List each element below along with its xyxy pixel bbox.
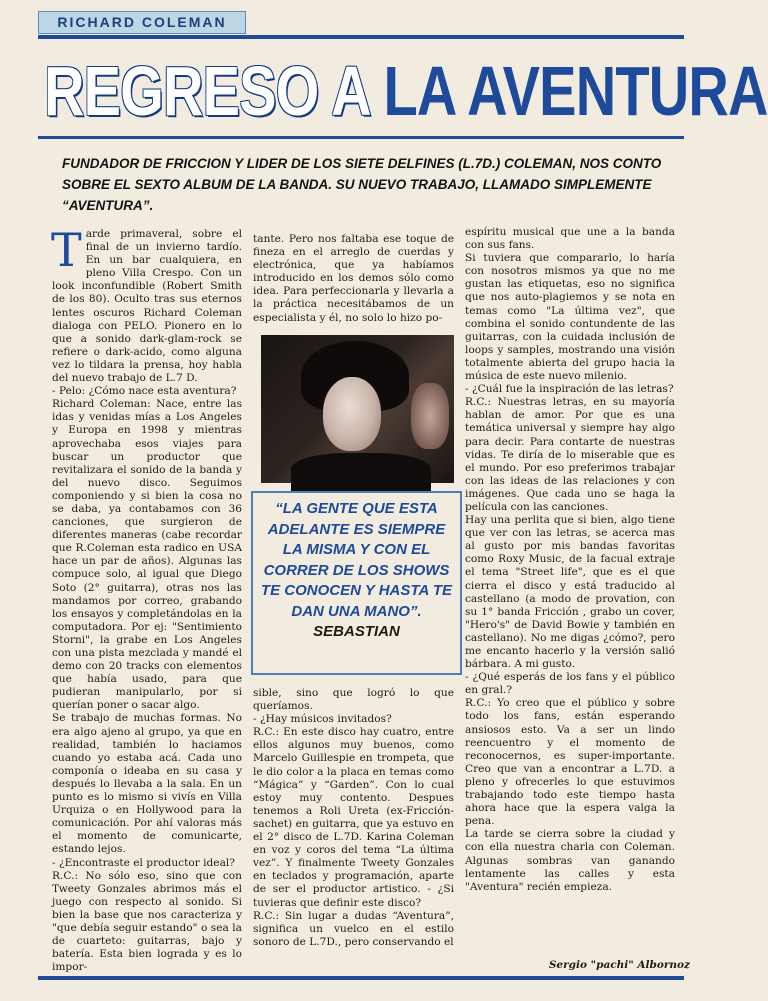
col1-paragraph: Se trabajo de muchas formas. No era algo ajeno al grupo, ya que en realidad, también lo haciamos cuando yo estaba acá. Cada uno componía o ideaba en su casa y después lo llevaba a la sala. En un punto es lo mismo si vivís en Villa Urquiza o en Hollywood para la comunicación. Por ahí valoras más el momento de comunicarte, estando lejos. (52, 712, 242, 856)
column-2-top (253, 233, 454, 324)
col2-paragraph: R.C.: Sin lugar a dudas “Aventura”, significa un vuelco en el estilo sonoro de L.7D., pero conservando el (253, 909, 454, 948)
photo-shirt (291, 453, 431, 493)
author-byline: Sergio "pachi" Albornoz (548, 959, 690, 971)
title-part-1: REGRESO A (44, 52, 384, 130)
col1-paragraph: - Pelo: ¿Cómo nace esta aventura? (52, 385, 237, 398)
portrait-photo (261, 335, 454, 483)
col2-paragraph: - ¿Hay músicos invitados? (253, 713, 392, 726)
photo-face (323, 377, 381, 451)
col1-paragraph: R.C.: No sólo eso, sino que con Tweety Gonzales abrimos más el juego con respecto al sonido. Si bien la base que nos caracteriza y "que debía seguir estando" o sea la de cuarteto: guitarras, bajo y batería. Esta bien lograda y es lo impor- (52, 869, 242, 974)
pull-quote-box (251, 491, 462, 675)
column-3 (465, 226, 675, 894)
column-1 (51, 223, 242, 974)
drop-cap: T (51, 223, 82, 277)
section-tag-label: RICHARD COLEMAN (57, 14, 227, 30)
top-rule (38, 35, 684, 39)
title-underline (38, 136, 684, 139)
lead-paragraph: FUNDADOR DE FRICCION Y LIDER DE LOS SIETE DELFINES (L.7D.) COLEMAN, NOS CONTO SOBRE EL SEXTO ALBUM DE LA BANDA. SU NUEVO TRABAJO, LLAMADO SIMPLEMENTE “AVENTURA”. (62, 156, 662, 213)
title-part-2: LA AVENTURA (383, 52, 768, 130)
pull-quote (257, 499, 456, 643)
col1-paragraph (51, 223, 242, 385)
col3-paragraph: R.C.: Nuestras letras, en su mayoría hablan de amor. Por que es una temática universal y siempre hay algo para decir. Para contarte de nuestras vidas. Te diría de lo miserable que es el mundo. Por eso preferimos trabajar con las ideas de las relaciones y con imágenes. Que cada uno se haga la película con las canciones. (465, 396, 675, 513)
col1-paragraph: - ¿Encontraste el productor ideal? (52, 856, 235, 869)
section-tag (38, 11, 246, 34)
col3-paragraph: La tarde se cierra sobre la ciudad y con ella nuestra charla con Coleman. Algunas sombras van ganando lentamente las calles y esta "Aventura" recién empieza. (465, 828, 675, 893)
article-title (44, 40, 768, 142)
col2-top-paragraph: tante. Pero nos faltaba ese toque de fineza en el arreglo de cuerdas y electrónica, que ya habíamos introducido en los demos sólo como idea. Para perfeccionarla y llevarla a la práctica necesitábamos de un especialista y él, no solo lo hizo po- (253, 233, 454, 324)
pull-quote-attribution: SEBASTIAN (313, 623, 400, 640)
col3-paragraph: - ¿Qué esperás de los fans y el público en gral.? (465, 671, 675, 697)
col2-paragraph: R.C.: En este disco hay cuatro, entre ellos algunos muy buenos, como Marcelo Guillespie en trompeta, que le dio color a la placa en temas como “Mágica” y “Garden”. Con lo cual estoy muy contento. Despues tenemos a Roli Ureta (ex-Fricción-sachet) en guitarra, que ya estuvo en el 2° disco de L.7D. Karina Coleman en voz y coros del tema “La última vez”. Y finalmente Tweety Gonzales en teclados y programación, aparte de ser el productor artistico. - ¿Si tuvieras que definir este disco? (253, 726, 454, 909)
col3-paragraph: espíritu musical que une a la banda con sus fans. (465, 226, 675, 252)
col3-paragraph: Hay una perlita que si bien, algo tiene que ver con las letras, se acerca mas al gusto por mis bandas favoritas como Roxy Music, de la facual extraje el tema "Street life", que es el que cierra el disco y está traducido al castellano (a modo de provation, con su 1° banda Fricción , grabo un cover, "Hero's" de David Bowie y también en castellano). No me digas ¿cómo?, pero me encanto hacerlo y la versión salió bárbara. A mi gusto. (465, 514, 675, 671)
col2-paragraph: sible, sino que logró lo que queríamos. (253, 687, 454, 713)
column-2-bottom (253, 687, 454, 949)
col3-paragraph: R.C.: Yo creo que el público y sobre todo los fans, están esperando ansiosos esto. Va a ser un lindo reencuentro y el momento de reconocernos, es super-importante. Creo que van a encontrar a L.7D. a pleno y ofrecerles lo que estuvimos trabajando todo este tiempo hasta ahora hace que la espera valga la pena. (465, 697, 675, 828)
col3-paragraph: - ¿Cuál fue la inspiración de las letras? (465, 383, 674, 396)
pull-quote-text: “LA GENTE QUE ESTA ADELANTE ES SIEMPRE LA MISMA Y CON EL CORRER DE LOS SHOWS TE CONOCEN Y HASTA TE DAN UNA MANO”. (260, 500, 453, 620)
col1-text: arde primaveral, sobre el final de un invierno tardío. En un bar cualquiera, en pleno Villa Crespo. Con un look inconfundible (Robert Smith de los 80). Oculto tras sus eternos lentes oscuros Richard Coleman dialoga con PELO. Pionero en lo que a sonido dark-glam-rock se refiere o dark-acido, como alguna vez lo tildara la prensa, hoy habla del nuevo trabajo de L.7 D. (52, 228, 242, 385)
bottom-rule (38, 976, 684, 980)
col3-paragraph: Si tuviera que compararlo, lo haría con nosotros mismos ya que no me gustan las etiquetas, eso no significa que nos auto-plagiemos y se nota en temas como "La última vez", que combina el sonido contundente de las guitarras, con la cuidada inclusión de loops y samples, mostrando una visión totalmente abierta del grupo hacia la música de este nuevo milenio. (465, 252, 675, 383)
photo-hand (411, 383, 449, 449)
col1-paragraph: Richard Coleman: Nace, entre las idas y venidas mías a Los Angeles y Europa en 1998 y mientras aprovechaba esos viajes para buscar un productor que revitalizara el sonido de la banda y del nuevo disco. Seguimos componiendo y si bien la cosa no se daba, ya contabamos con 36 canciones, que surgieron de diferentes maneras (cabe recordar que R.Coleman esta radico en USA hace un par de años). Algunas las compuce solo, al igual que Diego Soto (2° guitarra), otras nos las mandamos por correo, grabando los ensayos y completándolas en la computadora. Por ej: "Sentimiento Storni", la grabe en Los Angeles con una pista mezclada y mandé el demo con 20 tracks con elementos que había usado, para que pudieran manipularlo, por si querían poner o sacar algo. (52, 398, 242, 712)
